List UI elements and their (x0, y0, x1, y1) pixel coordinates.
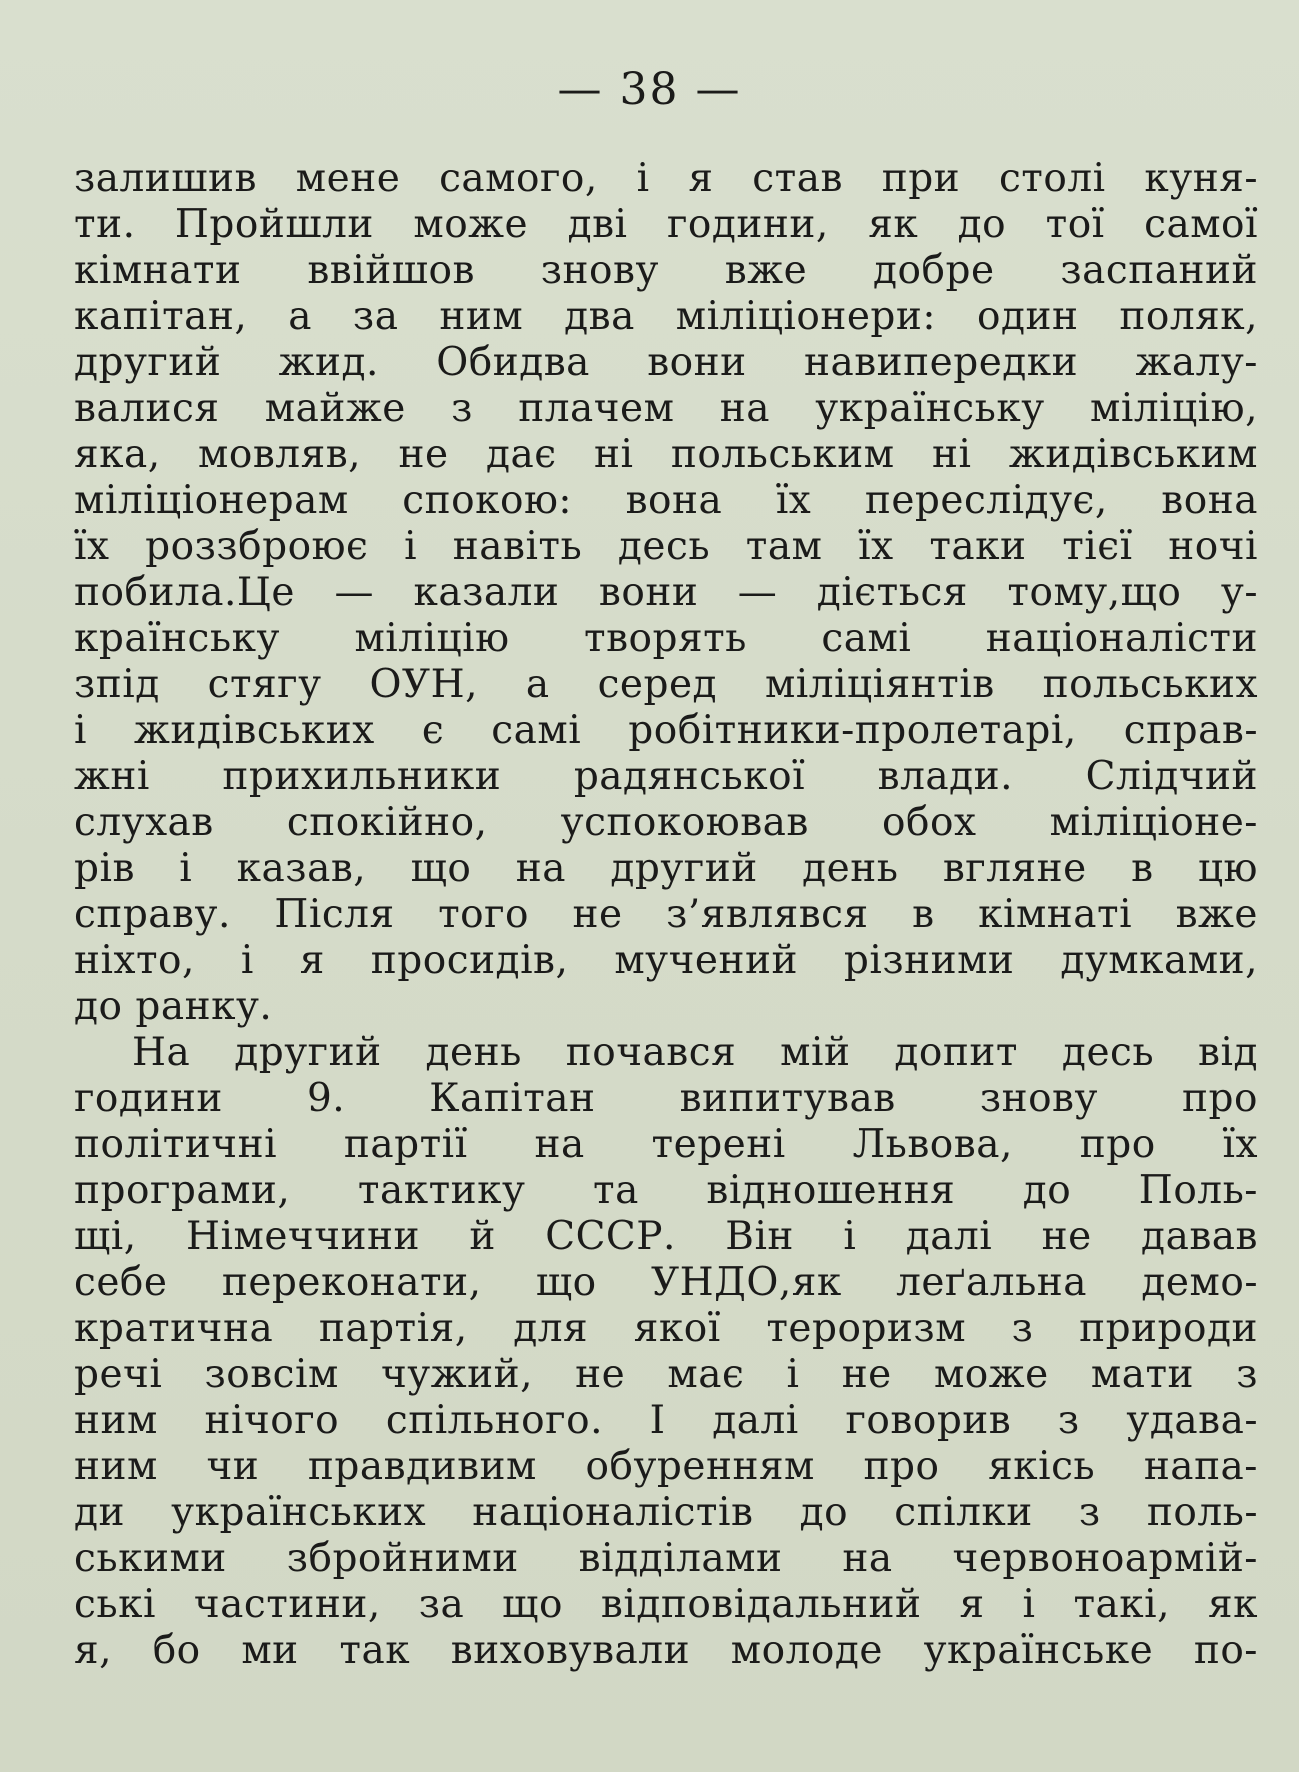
text-line: їх роззброює і навіть десь там їх таки тієї ночі (74, 524, 1258, 569)
text-line: міліціонерам спокою: вона їх переслідує, вона (74, 478, 1258, 523)
text-line: речі зовсім чужий, не має і не може мати з (74, 1352, 1258, 1397)
text-line: слухав спокійно, успокоював обох міліціоне- (74, 800, 1258, 845)
text-line: На другий день почався мій допит десь від (132, 1030, 1258, 1075)
text-line: зпід стягу ОУН, а серед міліціянтів польських (74, 662, 1258, 707)
text-line: щі, Німеччини й СССР. Він і далі не давав (74, 1214, 1258, 1259)
text-line: себе переконати, що УНДО,як леґальна демо- (74, 1260, 1258, 1305)
text-line: ним чи правдивим обуренням про якісь напа- (74, 1444, 1258, 1489)
text-line: валися майже з плачем на українську міліцію, (74, 386, 1258, 431)
text-line: і жидівських є самі робітники-пролетарі, справ- (74, 708, 1258, 753)
text-line: яка, мовляв, не дає ні польським ні жидівським (74, 432, 1258, 477)
text-line: побила.Це — казали вони — діється тому,що у- (74, 570, 1258, 615)
paragraph-2 (74, 1030, 1258, 1674)
text-line: рів і казав, що на другий день вгляне в цю (74, 846, 1258, 891)
text-line: ним нічого спільного. І далі говорив з удава- (74, 1398, 1258, 1443)
text-line: кратична партія, для якої тероризм з природи (74, 1306, 1258, 1351)
text-line: ніхто, і я просидів, мучений різними думками, (74, 938, 1258, 983)
text-line: години 9. Капітан випитував знову про (74, 1076, 1258, 1121)
paragraph-1 (74, 156, 1258, 1030)
text-line: капітан, а за ним два міліціонери: один поляк, (74, 294, 1258, 339)
text-line: жні прихильники радянської влади. Слідчий (74, 754, 1258, 799)
text-line: я, бо ми так виховували молоде українське по- (74, 1628, 1258, 1673)
text-line: ські частини, за що відповідальний я і такі, як (74, 1582, 1258, 1627)
text-line: ди українських націоналістів до спілки з поль- (74, 1490, 1258, 1535)
text-line: ти. Пройшли може дві години, як до тої самої (74, 202, 1258, 247)
text-line: другий жид. Обидва вони навипередки жалу- (74, 340, 1258, 385)
text-line: ськими збройними відділами на червоноармій- (74, 1536, 1258, 1581)
text-line: політичні партії на терені Львова, про їх (74, 1122, 1258, 1167)
text-line: кімнати ввійшов знову вже добре заспаний (74, 248, 1258, 293)
text-line: до ранку. (74, 984, 273, 1029)
text-line: залишив мене самого, і я став при столі куня- (74, 156, 1258, 201)
text-line: країнську міліцію творять самі націоналісти (74, 616, 1258, 661)
page-number: — 38 — (557, 64, 742, 115)
text-line: справу. Після того не з’являвся в кімнаті вже (74, 892, 1258, 937)
body-text (74, 156, 1258, 1674)
text-line: програми, тактику та відношення до Поль- (74, 1168, 1258, 1213)
